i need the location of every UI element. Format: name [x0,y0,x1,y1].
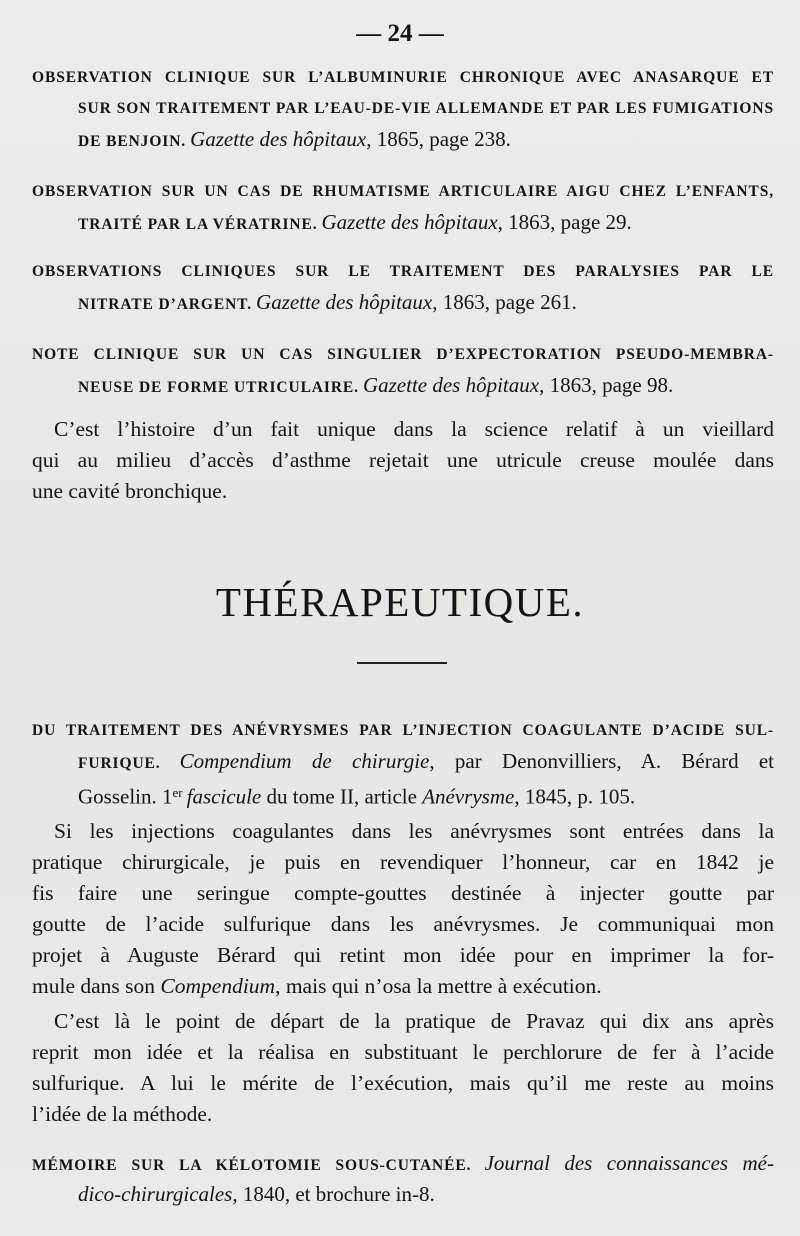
italic-title: Compendium [160,974,276,998]
paragraph-line: sulfurique. A lui le mérite de l’exécution, mais qu’il me reste au moins [32,1071,774,1095]
paragraph-line: l’idée de la méthode. [32,1102,213,1126]
paragraph-line: Si les injections coagulantes dans les anévrysmes sont entrées dans la [54,819,774,843]
paragraph-line [32,971,774,1002]
bibliography-entry [32,256,774,318]
entry-title-line: TRAITÉ PAR LA VÉRATRINE. [78,216,318,233]
entry-title-line: DU TRAITEMENT DES ANÉVRYSMES PAR L’INJECTION COAGULANTE D’ACIDE SUL- [32,722,774,739]
bibliography-entry [32,715,774,808]
body-paragraph [32,1006,774,1130]
paragraph-line: fis faire une seringue compte-gouttes destinée à injecter goutte par [32,881,774,905]
journal-name: Gazette des hôpitaux [190,127,367,151]
entry-citation-line [32,1179,774,1210]
entry-title-line: SUR SON TRAITEMENT PAR L’EAU-DE-VIE ALLEMANDE ET PAR LES FUMIGATIONS [78,100,774,117]
superscript: er [172,785,183,800]
entry-citation-line [32,746,774,777]
bibliography-entry [32,339,774,401]
entry-citation-line [32,287,774,318]
fascicle-label: fascicule [186,784,262,809]
note-paragraph [32,414,774,507]
paragraph-line: projet à Auguste Bérard qui retint mon idée pour en imprimer la for- [32,943,774,967]
paragraph-line: une cavité bronchique. [32,479,228,503]
page-number: — 24 — [356,20,444,47]
entry-title-line: NOTE CLINIQUE SUR UN CAS SINGULIER D’EXPECTORATION PSEUDO-MEMBRA- [32,346,774,363]
section-divider [357,662,447,664]
bibliography-entry [32,62,774,155]
journal-name: Gazette des hôpitaux [362,373,540,397]
book-title: Compendium de chirurgie [179,749,430,773]
paragraph-line: pratique chirurgicale, je puis en revendiquer l’honneur, car en 1842 je [32,850,774,874]
paragraph-line: qui au milieu d’accès d’asthme rejetait une utricule creuse moulée dans [32,448,774,472]
journal-name: Gazette des hôpitaux [256,290,433,314]
body-paragraph [32,816,774,1002]
entry-title-line: OBSERVATIONS CLINIQUES SUR LE TRAITEMENT DES PARALYSIES PAR LE [32,263,774,280]
entry-title-line: DE BENJOIN. [78,133,187,150]
paragraph-line: reprit mon idée et la réalisa en substituant le perchlorure de fer à l’acide [32,1040,774,1064]
citation-detail: , 1865, page 238. [366,127,511,151]
citation-detail: Gosselin. 1 [78,784,173,809]
journal-name: Journal des connaissances mé- [484,1151,774,1175]
paragraph-line: C’est l’histoire d’un fait unique dans la science relatif à un vieillard [54,417,774,441]
entry-citation-line [32,124,774,155]
paragraph-line: C’est là le point de départ de la pratique de Pravaz qui dix ans après [54,1009,774,1033]
citation-detail: , par Denonvilliers, A. Bérard et [429,749,775,773]
entry-citation-line [32,207,774,238]
entry-citation-line [32,777,774,808]
entry-title-line: OBSERVATION SUR UN CAS DE RHUMATISME ARTICULAIRE AIGU CHEZ L’ENFANTS, [32,183,774,200]
entry-title-line: NITRATE D’ARGENT. [78,296,253,313]
citation-detail: , 1845, p. 105. [514,784,636,809]
section-title: THÉRAPEUTIQUE. [215,579,585,625]
citation-detail: , 1863, page 29. [497,210,632,234]
text-run: , mais qui n’osa la mettre à exécution. [275,974,602,998]
entry-title-line [32,1148,774,1179]
entry-title: MÉMOIRE SUR LA KÉLOTOMIE SOUS-CUTANÉE. [32,1157,472,1174]
journal-name: Gazette des hôpitaux [321,210,498,234]
entry-title-line: OBSERVATION CLINIQUE SUR L’ALBUMINURIE CHRONIQUE AVEC ANASARQUE ET [32,69,774,86]
journal-name: dico-chirurgicales [78,1182,233,1206]
entry-title-line: NEUSE DE FORME UTRICULAIRE. [78,379,359,396]
article-title: Anévrysme [422,784,515,809]
entry-citation-line [32,370,774,401]
text-run: mule dans son [32,974,161,998]
citation-detail: , 1863, page 98. [539,373,674,397]
paragraph-line: goutte de l’acide sulfurique dans les anévrysmes. Je communiquai mon [32,912,774,936]
citation-detail: , 1863, page 261. [432,290,577,314]
bibliography-entry [32,1148,774,1210]
entry-title-line: FURIQUE. [78,755,161,772]
citation-detail: du tome II, article [261,784,423,809]
citation-detail: , 1840, et brochure in-8. [232,1182,435,1206]
bibliography-entry [32,176,774,238]
